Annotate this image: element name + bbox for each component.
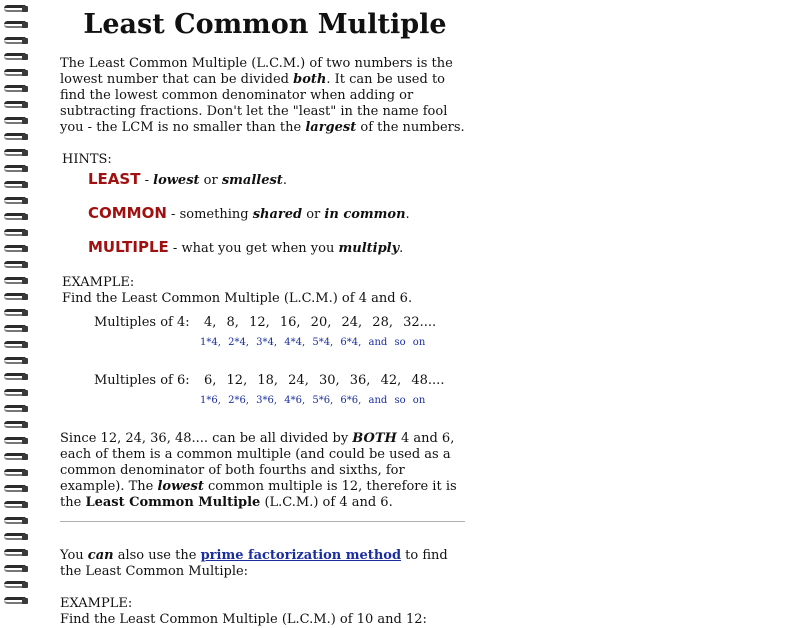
example-label: EXAMPLE:	[62, 275, 135, 290]
multiples-label: Multiples of 4:	[94, 315, 190, 330]
spiral-ring	[4, 148, 28, 158]
hint-text: or	[302, 207, 325, 222]
prime-emphasis: can	[87, 548, 114, 563]
spiral-ring	[4, 436, 28, 446]
prime-factorization-paragraph	[60, 548, 470, 580]
intro-emphasis-largest: largest	[305, 120, 357, 135]
example-task: Find the Least Common Multiple (L.C.M.) of 10 and 12:	[60, 612, 427, 627]
example-section	[60, 275, 470, 409]
spiral-ring	[4, 164, 28, 174]
hint-text: - what you get when you	[168, 241, 339, 256]
hint-text: - something	[166, 207, 253, 222]
spiral-ring	[4, 84, 28, 94]
multiples-of-6	[94, 373, 470, 409]
summary-emphasis: BOTH	[352, 431, 397, 446]
spiral-ring	[4, 596, 28, 606]
spiral-ring	[4, 420, 28, 430]
summary-text: common multiple is 12, therefore it is the	[60, 479, 457, 510]
spiral-ring	[4, 36, 28, 46]
summary-emphasis: lowest	[157, 479, 204, 494]
spiral-ring	[4, 564, 28, 574]
multiples-values: 6, 12, 18, 24, 30, 36, 42, 48....	[204, 373, 445, 388]
hint-emphasis: shared	[252, 207, 303, 222]
spiral-ring	[4, 212, 28, 222]
spiral-ring	[4, 500, 28, 510]
spiral-ring	[4, 516, 28, 526]
spiral-ring	[4, 132, 28, 142]
spiral-ring	[4, 356, 28, 366]
spiral-ring	[4, 20, 28, 30]
prime-factorization-link[interactable]: prime factorization method	[200, 548, 402, 563]
spiral-ring	[4, 388, 28, 398]
multiples-of-4	[94, 315, 470, 351]
spiral-ring	[4, 260, 28, 270]
spiral-ring	[4, 468, 28, 478]
spiral-ring	[4, 4, 28, 14]
page-title: Least Common Multiple	[83, 9, 447, 40]
hint-emphasis: lowest	[153, 173, 200, 188]
spiral-binding	[0, 0, 34, 600]
multiples-explanation: 1*6, 2*6, 3*6, 4*6, 5*6, 6*6, and so on	[200, 395, 426, 406]
prime-text: also use the	[113, 548, 201, 563]
intro-emphasis-both: both	[293, 72, 327, 87]
spiral-ring	[4, 116, 28, 126]
spiral-ring	[4, 68, 28, 78]
prime-text: to find the Least Common Multiple:	[60, 548, 448, 579]
hint-emphasis: multiply	[338, 241, 400, 256]
multiples-label: Multiples of 6:	[94, 373, 190, 388]
hint-emphasis: smallest	[221, 173, 283, 188]
section-divider	[60, 521, 465, 522]
intro-text: . It can be used to find the lowest common denominator when adding or subtracting fractions. Don't let the "least" in the name fool you - the LCM is no smaller than the	[60, 72, 448, 135]
hint-text: .	[399, 241, 404, 256]
spiral-ring	[4, 484, 28, 494]
summary-bold: Least Common Multiple	[85, 495, 261, 510]
intro-text: The Least Common Multiple (L.C.M.) of two numbers is the lowest number that can be divided	[60, 56, 453, 87]
hint-multiple	[88, 239, 470, 257]
hint-text: -	[140, 173, 154, 188]
spiral-ring	[4, 228, 28, 238]
hint-text: .	[405, 207, 410, 222]
multiples-values: 4, 8, 12, 16, 20, 24, 28, 32....	[204, 315, 437, 330]
spiral-ring	[4, 452, 28, 462]
multiples-explanation: 1*4, 2*4, 3*4, 4*4, 5*4, 6*4, and so on	[200, 337, 426, 348]
spiral-ring	[4, 404, 28, 414]
main-content	[60, 0, 470, 628]
hint-keyword: LEAST	[88, 170, 141, 188]
intro-paragraph	[60, 56, 470, 136]
spiral-ring	[4, 52, 28, 62]
spiral-ring	[4, 196, 28, 206]
spiral-ring	[4, 308, 28, 318]
spiral-ring	[4, 324, 28, 334]
hint-text: .	[282, 173, 287, 188]
spiral-ring	[4, 292, 28, 302]
spiral-ring	[4, 532, 28, 542]
hint-common	[88, 205, 470, 223]
spiral-ring	[4, 276, 28, 286]
spiral-ring	[4, 372, 28, 382]
hint-keyword: COMMON	[88, 204, 167, 222]
summary-text: 4 and 6, each of them is a common multiple (and could be used as a common denominator of both fourths and sixths, for example). The	[60, 431, 455, 494]
hint-keyword: MULTIPLE	[88, 238, 169, 256]
example-task: Find the Least Common Multiple (L.C.M.) of 4 and 6.	[62, 291, 413, 306]
hints-section	[60, 152, 470, 257]
spiral-ring	[4, 180, 28, 190]
summary-text: (L.C.M.) of 4 and 6.	[260, 495, 393, 510]
prime-text: You	[60, 548, 88, 563]
example-label: EXAMPLE:	[60, 596, 133, 611]
summary-text: Since 12, 24, 36, 48.... can be all divided by	[60, 431, 353, 446]
spiral-ring	[4, 244, 28, 254]
hint-emphasis: in common	[324, 207, 406, 222]
spiral-ring	[4, 340, 28, 350]
hint-text: or	[199, 173, 222, 188]
spiral-ring	[4, 100, 28, 110]
hints-label: HINTS:	[62, 152, 112, 167]
intro-text: of the numbers.	[356, 120, 465, 135]
example-section-2	[60, 596, 470, 628]
hint-least	[88, 171, 470, 189]
spiral-ring	[4, 580, 28, 590]
summary-paragraph	[60, 431, 470, 511]
spiral-ring	[4, 548, 28, 558]
